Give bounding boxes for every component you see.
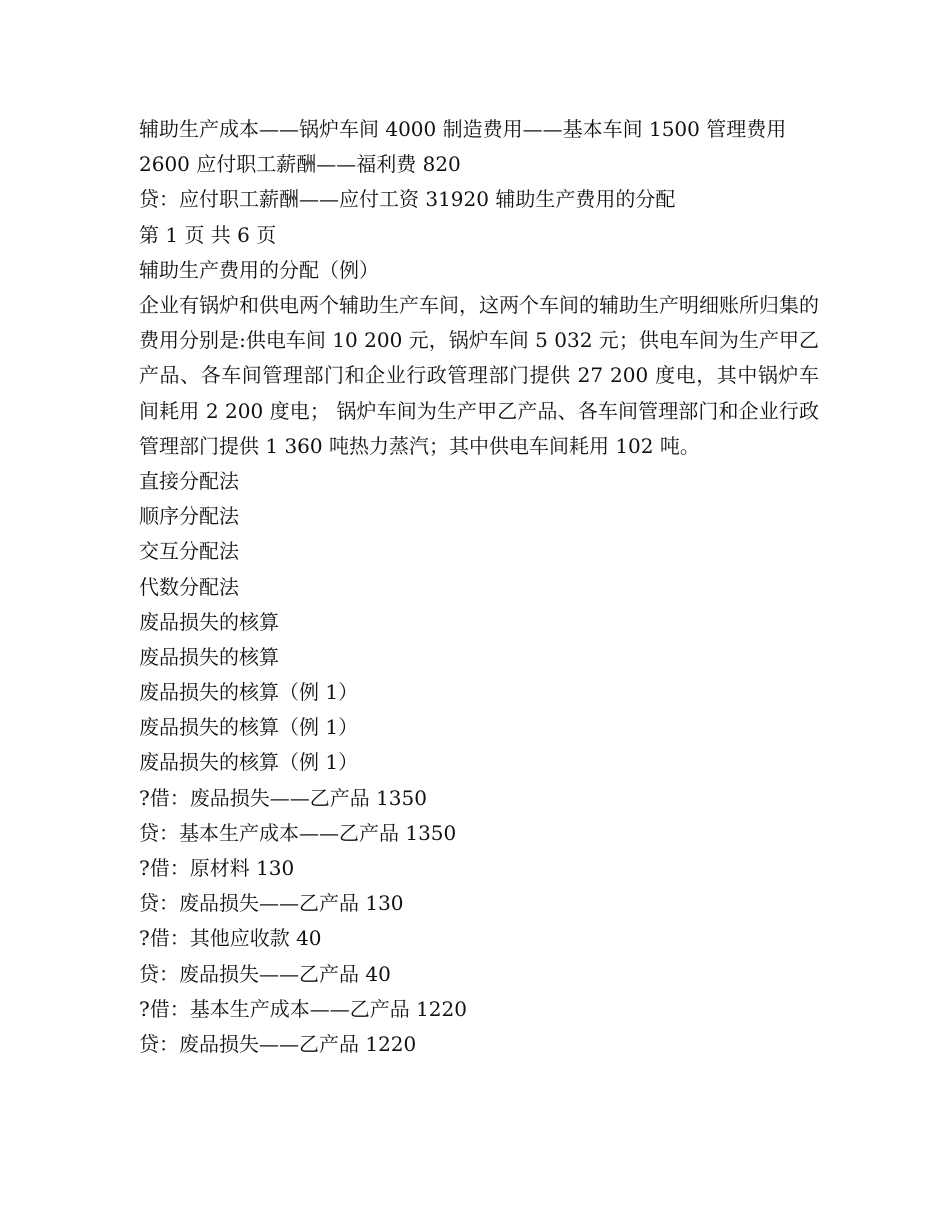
method-item: 顺序分配法 — [139, 504, 239, 529]
journal-entry-credit: 贷：基本生产成本——乙产品 1350 — [139, 820, 457, 845]
journal-entry-credit: 贷：废品损失——乙产品 1220 — [139, 1031, 417, 1056]
journal-entry-debit: ?借：原材料 130 — [139, 856, 295, 881]
journal-entry-credit: 贷：废品损失——乙产品 130 — [139, 891, 404, 916]
method-item: 交互分配法 — [139, 539, 239, 564]
section-heading: 辅助生产费用的分配（例） — [139, 257, 379, 282]
journal-entry-debit: ?借：其他应收款 40 — [139, 926, 322, 951]
text-line: 2600 应付职工薪酬——福利费 820 — [139, 152, 461, 177]
section-heading: 废品损失的核算（例 1） — [139, 750, 359, 775]
method-item: 代数分配法 — [139, 574, 239, 599]
section-heading: 废品损失的核算（例 1） — [139, 680, 359, 705]
section-heading: 废品损失的核算 — [139, 609, 279, 634]
section-heading: 废品损失的核算 — [139, 644, 279, 669]
journal-entry-debit: ?借：基本生产成本——乙产品 1220 — [139, 996, 467, 1021]
journal-entry-credit: 贷：废品损失——乙产品 40 — [139, 961, 391, 986]
journal-entry-debit: ?借：废品损失——乙产品 1350 — [139, 785, 427, 810]
document-body — [139, 112, 819, 1062]
method-item: 直接分配法 — [139, 468, 239, 493]
text-line: 贷：应付职工薪酬——应付工资 31920 辅助生产费用的分配 — [139, 187, 676, 212]
section-heading: 废品损失的核算（例 1） — [139, 715, 359, 740]
page-number: 第 1 页 共 6 页 — [139, 222, 277, 247]
example-paragraph: 企业有锅炉和供电两个辅助生产车间，这两个车间的辅助生产明细账所归集的费用分别是:供电车间 10 200 元，锅炉车间 5 032 元；供电车间为生产甲乙产品、各车间管理部门和企业行政管理部门提供 27 200 度电，其中锅炉车间耗用 2 200 度电； 锅炉车间为生产甲乙产品、各车间管理部门和企业行政管理部门提供 1 360 吨热力蒸汽；其中供电车间耗用 102 吨。 — [139, 292, 819, 458]
text-line: 辅助生产成本——锅炉车间 4000 制造费用——基本车间 1500 管理费用 — [139, 117, 787, 141]
